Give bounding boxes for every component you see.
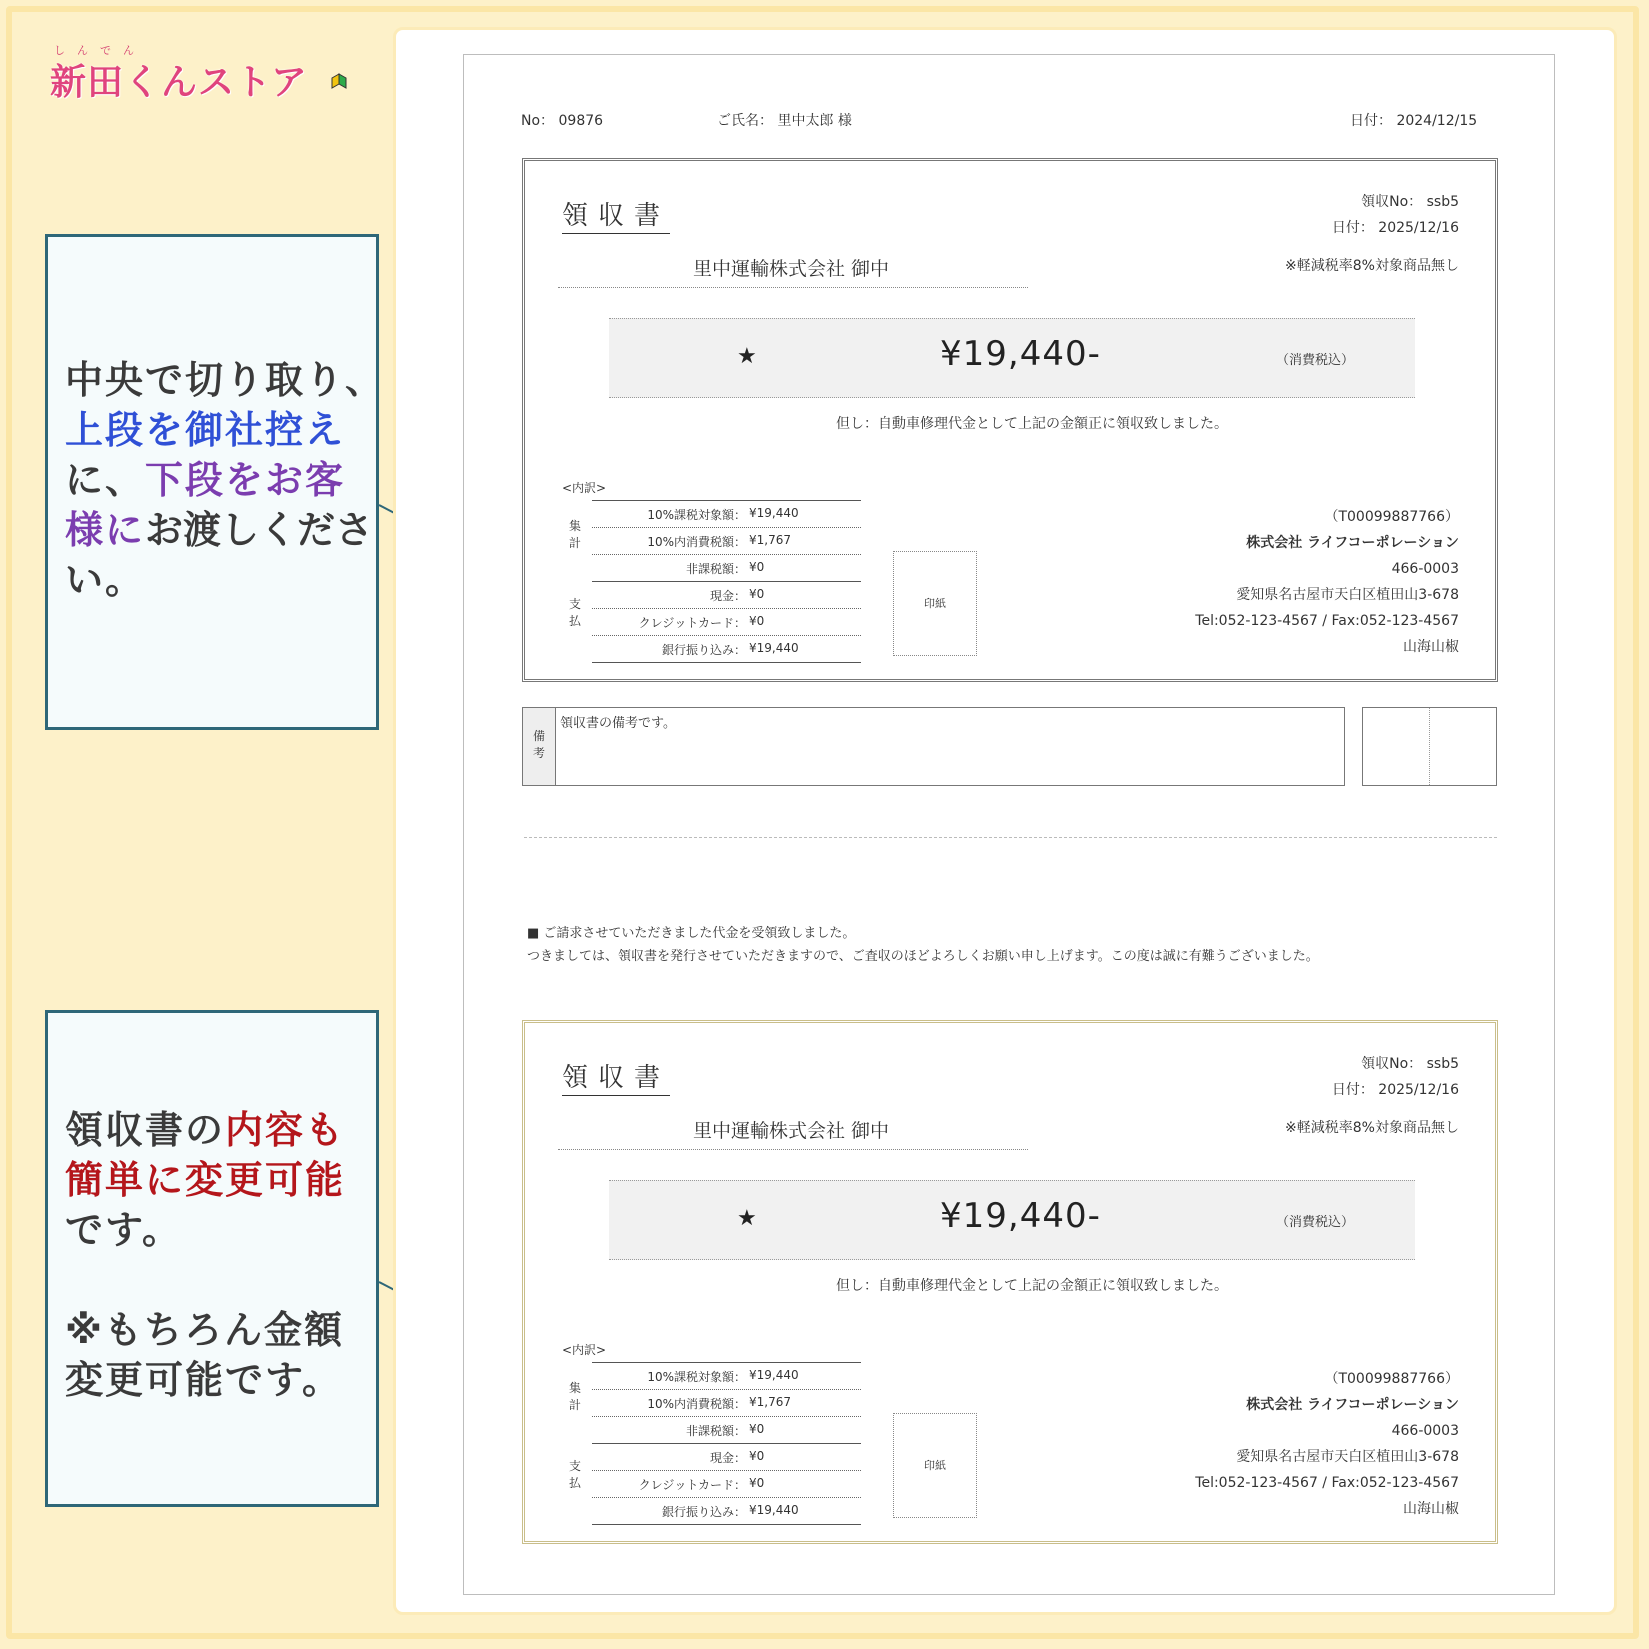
group-total-text: 集計	[568, 519, 581, 550]
star-icon: ★	[737, 1206, 757, 1231]
header-no-value: 09876	[558, 113, 604, 129]
breakdown-row	[592, 1471, 861, 1498]
group-payment-label	[558, 596, 592, 630]
breakdown-value: ¥1,767	[749, 1395, 791, 1409]
breakdown-row	[592, 1417, 861, 1444]
breakdown-value: ¥0	[749, 614, 765, 628]
addressee-underline	[558, 287, 1028, 288]
callout-segment: に、	[65, 458, 146, 502]
addressee-underline	[558, 1149, 1028, 1150]
remarks-label-text: 備考	[532, 729, 545, 760]
callout-line	[65, 455, 385, 505]
breakdown-key: 現金：	[709, 589, 746, 603]
breakdown-value: ¥19,440	[749, 1503, 799, 1517]
callout-text	[65, 355, 385, 605]
seal-boxes	[1362, 707, 1497, 786]
issuer-address: 愛知県名古屋市天白区植田山3-678	[1236, 1449, 1459, 1465]
tax-included-label: （消費税込）	[1276, 353, 1355, 368]
breakdown-key: 非課税額：	[685, 562, 746, 576]
message-line-2: つきましては、領収書を発行させていただきますので、ご査収のほどよろしくお願い申し上げます。この度は誠に有難うございました。	[527, 949, 1319, 964]
header-date	[1350, 110, 1477, 130]
breakdown-label: <内訳>	[562, 481, 607, 495]
breakdown-value: ¥0	[749, 1422, 765, 1436]
issuer-tel-fax: Tel:052-123-4567 / Fax:052-123-4567	[1195, 1475, 1459, 1491]
breakdown-key: 銀行振り込み：	[661, 643, 746, 657]
receipt-date: 日付： 2025/12/16	[1331, 1082, 1459, 1098]
group-total-label	[558, 518, 592, 552]
breakdown-row	[592, 609, 861, 636]
breakdown-row	[592, 528, 861, 555]
issuer-block	[1195, 1366, 1459, 1522]
remarks-label	[523, 708, 556, 785]
callout-editable-content	[45, 1010, 379, 1507]
group-payment-text: 支払	[568, 597, 581, 628]
issuer-block	[1195, 504, 1459, 660]
receipt-number: 領収No： ssb5	[1361, 194, 1459, 210]
breakdown-row	[592, 555, 861, 582]
issuer-postal: 466-0003	[1391, 1423, 1459, 1439]
breakdown-key: 10%課税対象額：	[647, 508, 746, 522]
breakdown-table	[558, 1362, 861, 1525]
callout-text	[65, 1105, 345, 1405]
receipt-proviso[interactable]: 但し：自動車修理代金として上記の金額正に領収致しました。	[836, 416, 1228, 432]
breakdown-key: 10%内消費税額：	[647, 535, 746, 549]
issuer-tel-fax: Tel:052-123-4567 / Fax:052-123-4567	[1195, 613, 1459, 629]
header-date-value: 2024/12/15	[1396, 113, 1478, 129]
issuer-person: 山海山椒	[1403, 1501, 1459, 1517]
callout-segment: 内容も	[225, 1108, 346, 1152]
header-no-label: No：	[521, 113, 555, 129]
breakdown-key: 10%課税対象額：	[647, 1370, 746, 1384]
issuer-postal: 466-0003	[1391, 561, 1459, 577]
issuer-address: 愛知県名古屋市天白区植田山3-678	[1236, 587, 1459, 603]
logo-ruby: しんでん	[54, 44, 146, 57]
star-icon: ★	[737, 344, 757, 369]
issuer-company: 株式会社 ライフコーポレーション	[1246, 535, 1459, 551]
group-total-text: 集計	[568, 1381, 581, 1412]
receipt-number: 領収No： ssb5	[1361, 1056, 1459, 1072]
breakdown-key: クレジットカード：	[638, 1478, 746, 1492]
breakdown-value: ¥0	[749, 560, 765, 574]
breakdown-label: <内訳>	[562, 1343, 607, 1357]
callout-line: い。	[65, 558, 146, 602]
breakdown-value: ¥0	[749, 587, 765, 601]
breakdown-value: ¥0	[749, 1476, 765, 1490]
tax-included-label: （消費税込）	[1276, 1215, 1355, 1230]
breakdown-value: ¥19,440	[749, 1368, 799, 1382]
receipt-company-copy	[522, 158, 1498, 682]
breakdown-row	[592, 1390, 861, 1417]
issuer-person: 山海山椒	[1403, 639, 1459, 655]
cut-line	[524, 837, 1497, 838]
breakdown-key: クレジットカード：	[638, 616, 746, 630]
receipt-title: 領収書	[562, 1057, 670, 1096]
issuer-registration-no: （T00099887766）	[1324, 1371, 1459, 1387]
revenue-stamp-box	[893, 551, 977, 656]
breakdown-row	[592, 1362, 861, 1390]
breakdown-value: ¥1,767	[749, 533, 791, 547]
group-payment-text: 支払	[568, 1459, 581, 1490]
breakdown-key: 現金：	[709, 1451, 746, 1465]
breakdown-key: 10%内消費税額：	[647, 1397, 746, 1411]
receipt-addressee[interactable]: 里中運輸株式会社 御中	[693, 1120, 890, 1142]
receipt-amount[interactable]: ¥19,440-	[940, 334, 1101, 374]
breakdown-row	[592, 1498, 861, 1525]
reduced-tax-note: ※軽減税率8%対象商品無し	[1285, 1120, 1459, 1136]
stamp-label: 印紙	[924, 1459, 946, 1472]
receipt-title: 領収書	[562, 195, 670, 234]
callout-line	[65, 1105, 345, 1155]
breakdown-table	[558, 500, 861, 663]
receipt-amount[interactable]: ¥19,440-	[940, 1196, 1101, 1236]
header-no	[521, 110, 603, 130]
breakdown-value: ¥19,440	[749, 506, 799, 520]
issuer-registration-no: （T00099887766）	[1324, 509, 1459, 525]
callout-line: 変更可能です。	[65, 1358, 342, 1402]
message-line-1: ■ ご請求させていただきました代金を受領致しました。	[527, 926, 856, 941]
revenue-stamp-box	[893, 1413, 977, 1518]
breakdown-value: ¥19,440	[749, 641, 799, 655]
group-total-label	[558, 1380, 592, 1414]
issuer-company: 株式会社 ライフコーポレーション	[1246, 1397, 1459, 1413]
logo-text: 新田くんストア	[50, 62, 308, 103]
callout-line: 簡単に変更可能	[65, 1158, 346, 1202]
remarks-text[interactable]: 領収書の備考です。	[560, 716, 676, 731]
header-name-label: ご氏名：	[717, 113, 773, 129]
header-name	[717, 110, 852, 130]
callout-segment: お渡しくださ	[145, 508, 374, 552]
breakdown-value: ¥0	[749, 1449, 765, 1463]
amount-box	[609, 318, 1415, 398]
receipt-addressee[interactable]: 里中運輸株式会社 御中	[693, 258, 890, 280]
breakdown-key: 銀行振り込み：	[661, 1505, 746, 1519]
callout-line: ※もちろん金額	[65, 1308, 344, 1352]
receipt-customer-copy	[522, 1020, 1498, 1544]
callout-line: 上段を御社控え	[65, 408, 346, 452]
breakdown-row	[592, 1444, 861, 1471]
breakdown-row	[592, 500, 861, 528]
receipt-proviso[interactable]: 但し：自動車修理代金として上記の金額正に領収致しました。	[836, 1278, 1228, 1294]
header-name-value: 里中太郎 様	[777, 113, 852, 129]
callout-line: です。	[65, 1208, 182, 1252]
group-payment-label	[558, 1458, 592, 1492]
amount-box	[609, 1180, 1415, 1260]
callout-segment: 下段をお客	[145, 458, 346, 502]
breakdown-row	[592, 582, 861, 609]
breakdown-row	[592, 636, 861, 663]
receipt-date: 日付： 2025/12/16	[1331, 220, 1459, 236]
callout-cut-instruction	[45, 234, 386, 730]
callout-line: 中央で切り取り、	[65, 358, 386, 402]
remarks-box	[522, 707, 1345, 786]
reduced-tax-note: ※軽減税率8%対象商品無し	[1285, 258, 1459, 274]
callout-segment: 領収書の	[65, 1108, 226, 1152]
stamp-label: 印紙	[924, 597, 946, 610]
callout-line	[65, 505, 385, 555]
breakdown-key: 非課税額：	[685, 1424, 746, 1438]
header-date-label: 日付：	[1350, 113, 1392, 129]
callout-segment: 様に	[65, 508, 146, 552]
